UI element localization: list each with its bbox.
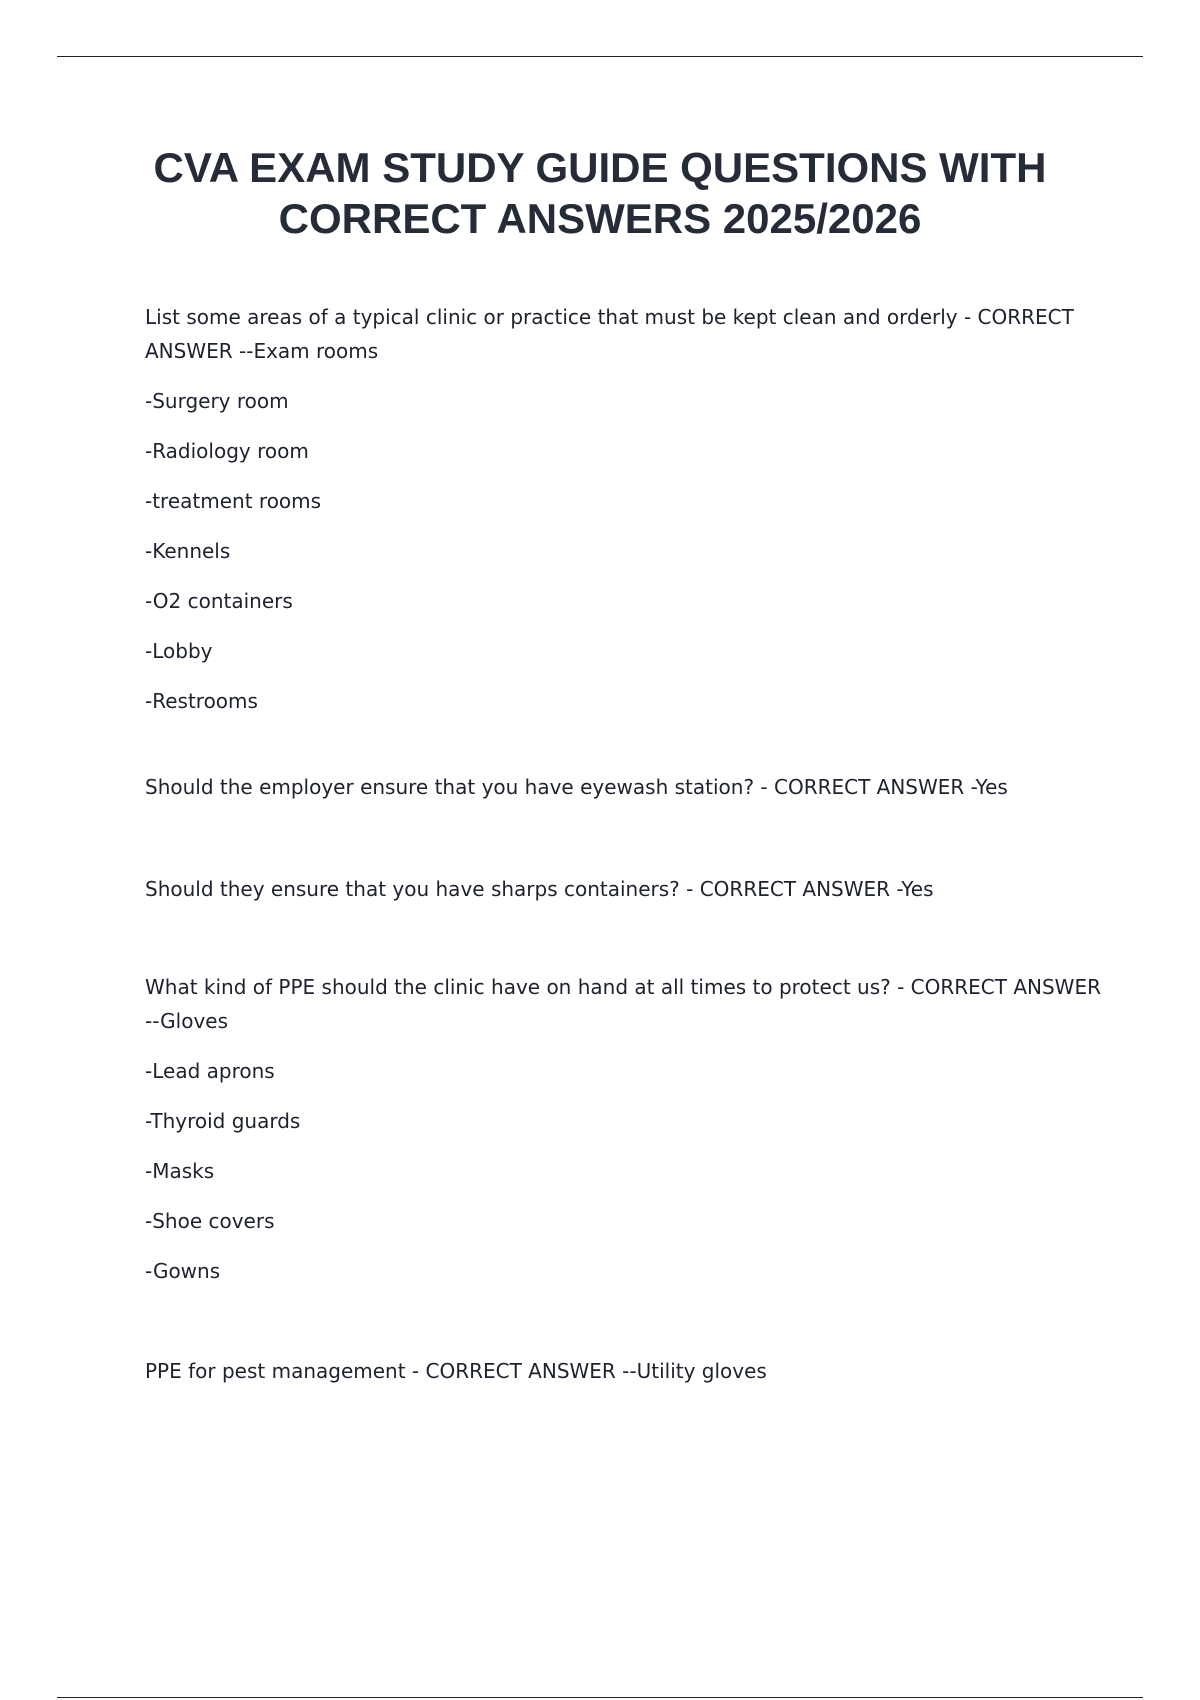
qa-entry: [145, 970, 1105, 1288]
answer-item: -Shoe covers: [145, 1209, 275, 1233]
top-rule: [57, 56, 1143, 57]
question-text: Should they ensure that you have sharps containers? - CORRECT ANSWER -Yes: [145, 877, 934, 901]
answer-item: -Lead aprons: [145, 1059, 275, 1083]
answer-item: -Gowns: [145, 1259, 221, 1283]
answer-item: -Restrooms: [145, 689, 258, 713]
bottom-rule: [57, 1697, 1143, 1698]
document-title: CVA EXAM STUDY GUIDE QUESTIONS WITH CORRECT ANSWERS 2025/2026: [153, 144, 1047, 242]
qa-entry: [145, 1354, 1105, 1388]
answer-item: -O2 containers: [145, 589, 293, 613]
answer-item: -Lobby: [145, 639, 213, 663]
question-text: What kind of PPE should the clinic have on hand at all times to protect us? - CORRECT ANSWER --Gloves: [145, 975, 1101, 1033]
qa-entry: [145, 872, 1105, 906]
qa-entry: [145, 770, 1105, 804]
qa-entry: [145, 300, 1105, 718]
answer-item: -treatment rooms: [145, 489, 322, 513]
answer-item: -Radiology room: [145, 439, 309, 463]
answer-item: -Masks: [145, 1159, 215, 1183]
document-body: [145, 300, 1105, 1388]
question-text: Should the employer ensure that you have eyewash station? - CORRECT ANSWER -Yes: [145, 775, 1008, 799]
question-text: List some areas of a typical clinic or practice that must be kept clean and orderly - CORRECT ANSWER --Exam rooms: [145, 305, 1074, 363]
answer-item: -Surgery room: [145, 389, 289, 413]
answer-item: -Kennels: [145, 539, 231, 563]
question-text: PPE for pest management - CORRECT ANSWER --Utility gloves: [145, 1359, 767, 1383]
answer-item: -Thyroid guards: [145, 1109, 301, 1133]
